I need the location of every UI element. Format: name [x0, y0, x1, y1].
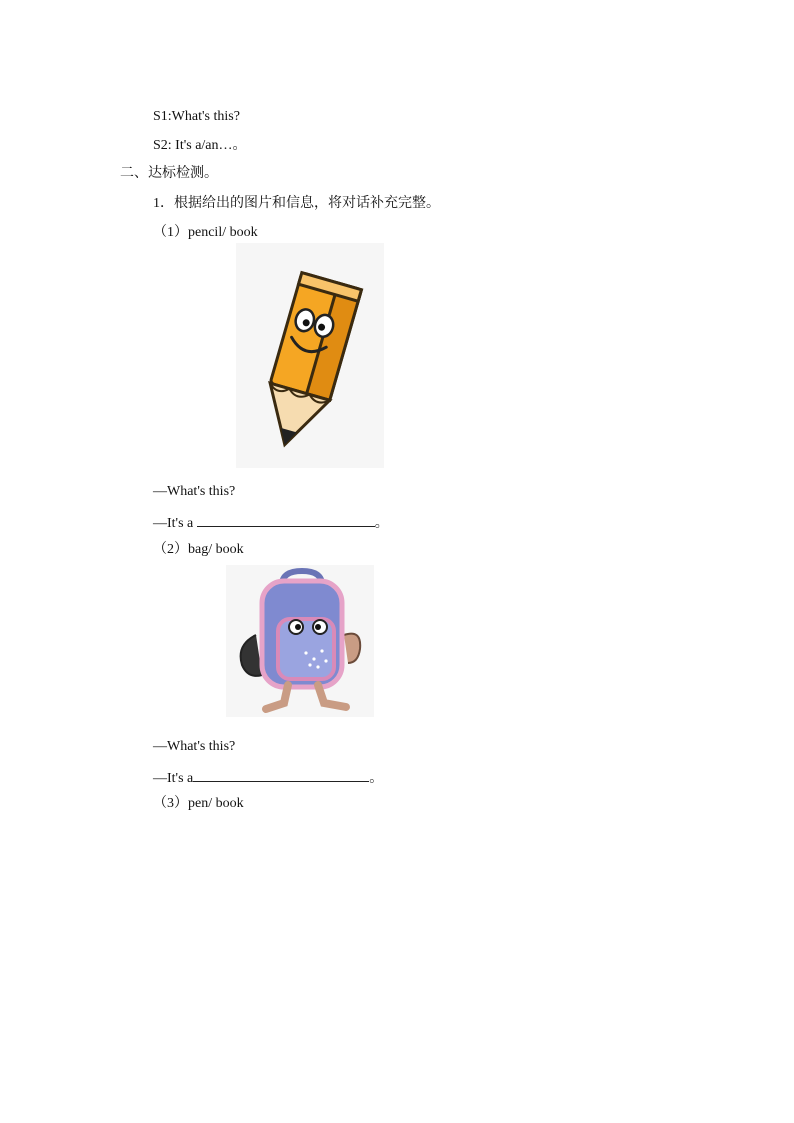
- item-1-label: （1）pencil/ book: [153, 225, 258, 240]
- backpack-cartoon-image: [226, 565, 374, 717]
- pencil-cartoon-image: [236, 243, 384, 468]
- item-2-answer-line: [153, 767, 383, 788]
- s1-line: S1:What's this?: [153, 109, 240, 124]
- item-3-label: （3）pen/ book: [153, 796, 244, 811]
- s2-line: S2: It's a/an…。: [153, 138, 247, 153]
- item-2-answer-blank[interactable]: [193, 767, 369, 782]
- item-2-answer-suffix: 。: [369, 771, 384, 786]
- item-1-question: —What's this?: [153, 484, 236, 499]
- item-1-answer-blank[interactable]: [197, 512, 375, 527]
- item-1-answer-prefix: —It's a: [153, 516, 197, 531]
- item-2-label: （2）bag/ book: [153, 542, 244, 557]
- task-label: 1．根据给出的图片和信息，将对话补充完整。: [153, 196, 440, 211]
- item-2-answer-prefix: —It's a: [153, 771, 194, 786]
- item-1-answer-suffix: 。: [374, 516, 389, 531]
- section-heading: 二、达标检测。: [120, 166, 218, 181]
- item-1-answer-line: [153, 512, 389, 533]
- item-2-question: —What's this?: [153, 739, 236, 754]
